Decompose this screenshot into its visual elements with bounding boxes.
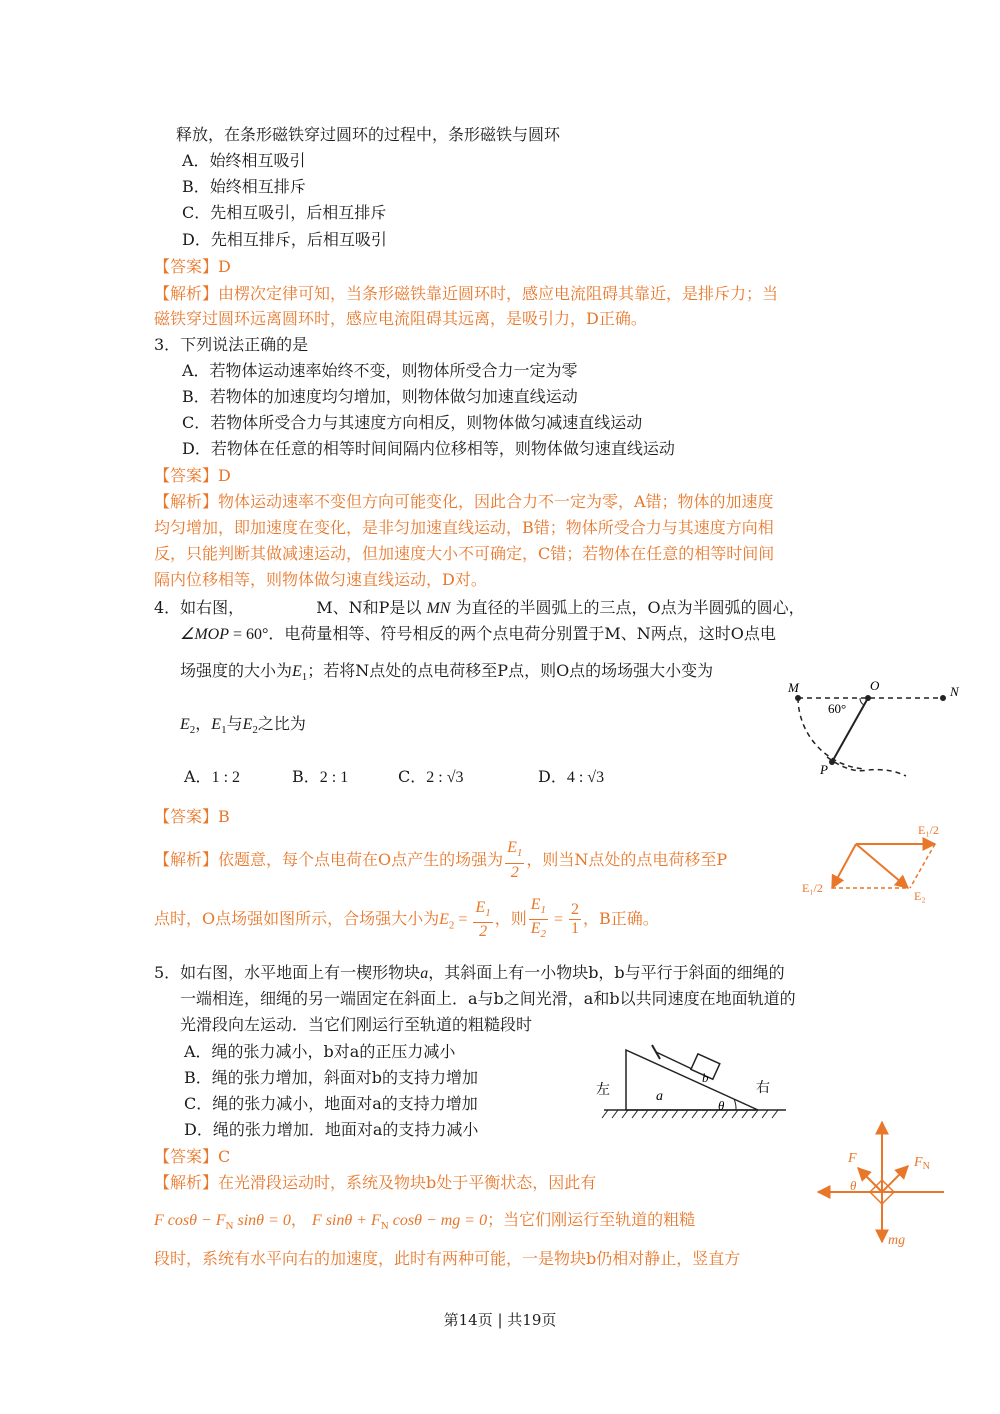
- q4-option-b: B．2 : 1: [292, 767, 349, 786]
- q4-analysis-2: 点时，O点场强如图所示，合场强大小为$E_2$ = $\frac{E_1}{2}$ ，则 $\frac{E_1}{E_2}$ = $\frac{2}{1}$ ，B正确。: [154, 896, 659, 941]
- wedge-a: [626, 1050, 758, 1110]
- point-o: [865, 695, 871, 701]
- label-mg: mg: [888, 1233, 906, 1248]
- q4-option-a: A．1 : 2: [184, 767, 241, 786]
- q5-line-1: 5．如右图，水平地面上有一楔形物块a，其斜面上有一小物块b，b与平行于斜面的细绳的: [154, 963, 785, 982]
- q5-answer: 【答案】C: [154, 1147, 231, 1166]
- q3-option-d: D．若物体在任意的相等时间间隔内位移相等，则物体做匀速直线运动: [182, 439, 675, 458]
- q2-option-d: D．先相互排斥，后相互吸引: [182, 230, 387, 249]
- label-fn: $F_N$: [914, 1155, 930, 1172]
- label-m: M: [788, 680, 799, 695]
- q4-option-d: D．4 : √3: [538, 767, 605, 786]
- q3-option-a: A．若物体运动速率始终不变，则物体所受合力一定为零: [182, 361, 578, 380]
- semicircle-figure: [780, 678, 960, 788]
- vector-figure: [800, 822, 960, 902]
- q2-option-b: B．始终相互排斥: [182, 177, 306, 196]
- point-n: [940, 695, 946, 701]
- q3-option-b: B．若物体的加速度均匀增加，则物体做匀加速直线运动: [182, 387, 578, 406]
- label-right: 右: [756, 1081, 770, 1096]
- label-f: F: [848, 1151, 857, 1166]
- q4-line-1: 4．如右图， M、N和P是以 MN 为直径的半圆弧上的三点，O点为半圆弧的圆心，: [154, 598, 805, 617]
- label-angle: 60°: [828, 701, 847, 716]
- vector-f: [858, 1168, 882, 1192]
- force-diagram: [814, 1118, 954, 1258]
- q4-line-2: ∠MOP = 60°．电荷量相等、符号相反的两个点电荷分别置于M、N两点，这时O点电: [180, 624, 776, 643]
- q3-analysis-1: 【解析】物体运动速率不变但方向可能变化，因此合力不一定为零，A错；物体的加速度: [154, 492, 774, 511]
- label-e2: E₂: [914, 889, 926, 903]
- label-n: N: [950, 684, 959, 699]
- vector-e2: [856, 844, 908, 888]
- q3-analysis-3: 反，只能判断其做减速运动，但加速度大小不可确定，C错；若物体在任意的相等时间间: [154, 544, 775, 563]
- q5-option-b: B．绳的张力增加，斜面对b的支持力增加: [184, 1068, 479, 1087]
- q5-line-2: 一端相连，细绳的另一端固定在斜面上．a与b之间光滑，a和b以共同速度在地面轨道的: [180, 989, 796, 1008]
- q5-line-3: 光滑段向左运动．当它们刚运行至轨道的粗糙段时: [180, 1015, 533, 1034]
- q4-analysis-1: 【解析】依题意，每个点电荷在O点产生的场强为 $\frac{E_1}{2}$ ，则当N点处的点电荷移至P: [154, 839, 728, 881]
- q2-analysis-1: 【解析】由楞次定律可知，当条形磁铁靠近圆环时，感应电流阻碍其靠近，是排斥力；当: [154, 284, 779, 303]
- q5-analysis-3: 段时，系统有水平向右的加速度，此时有两种可能，一是物块b仍相对静止，竖直方: [154, 1249, 741, 1268]
- vector-fn: [882, 1166, 908, 1192]
- q4-line-3: 场强度的大小为$E_1$；若将N点处的点电荷移至P点，则O点的场场强大小变为: [180, 661, 714, 684]
- vector-e1-left: [832, 844, 856, 888]
- point-p: [829, 759, 835, 765]
- q4-answer: 【答案】B: [154, 807, 230, 826]
- label-e1-top: E₁/2: [918, 823, 939, 837]
- fraction-e1-over-2: $\frac{E_1}{2}$: [507, 839, 523, 881]
- q4-option-c: C．2 : √3: [398, 767, 464, 786]
- q2-option-c: C．先相互吸引，后相互排斥: [182, 203, 387, 222]
- q3-answer: 【答案】D: [154, 466, 231, 485]
- label-e1-left: E₁/2: [802, 881, 823, 895]
- q3-option-c: C．若物体所受合力与其速度方向相反，则物体做匀减速直线运动: [182, 413, 643, 432]
- arc-tail: [827, 757, 906, 776]
- q5-option-c: C．绳的张力减小，地面对a的支持力增加: [184, 1094, 478, 1113]
- page-footer: 第14页 | 共19页: [443, 1311, 557, 1329]
- q3-analysis-4: 隔内位移相等，则物体做匀速直线运动，D对。: [154, 570, 487, 589]
- label-o: O: [870, 678, 880, 693]
- rope-anchor: [652, 1045, 660, 1059]
- q5-analysis-2: F $\cos\theta - F_N$ sinθ = 0， F $\sin\theta + F_N$ cosθ − mg = 0；当它们刚运行至轨道的粗糙: [154, 1210, 696, 1233]
- q5-analysis-1: 【解析】在光滑段运动时，系统及物块b处于平衡状态，因此有: [154, 1173, 597, 1192]
- q2-analysis-2: 磁铁穿过圆环远离圆环时，感应电流阻碍其远离，是吸引力，D正确。: [154, 309, 647, 328]
- label-p: P: [820, 762, 828, 777]
- q3-analysis-2: 均匀增加，即加速度在变化，是非匀加速直线运动，B错；物体所受合力与其速度方向相: [154, 518, 774, 537]
- q2-option-a: A．始终相互吸引: [182, 151, 306, 170]
- label-theta-force: θ: [850, 1178, 857, 1193]
- wedge-figure: [592, 1036, 792, 1126]
- label-b: b: [702, 1070, 709, 1085]
- label-theta: θ: [718, 1098, 725, 1113]
- label-left: 左: [596, 1083, 610, 1098]
- q5-option-d: D．绳的张力增加．地面对a的支持力减小: [184, 1120, 479, 1139]
- q3-stem: 3．下列说法正确的是: [154, 335, 309, 354]
- q2-stem: 释放，在条形磁铁穿过圆环的过程中，条形磁铁与圆环: [176, 125, 561, 144]
- q2-answer: 【答案】D: [154, 257, 231, 276]
- point-m: [795, 695, 801, 701]
- label-a: a: [656, 1089, 663, 1104]
- q5-option-a: A．绳的张力减小，b对a的正压力减小: [184, 1042, 456, 1061]
- q4-line-4: $E_2$，$E_1$与$E_2$之比为: [180, 714, 306, 737]
